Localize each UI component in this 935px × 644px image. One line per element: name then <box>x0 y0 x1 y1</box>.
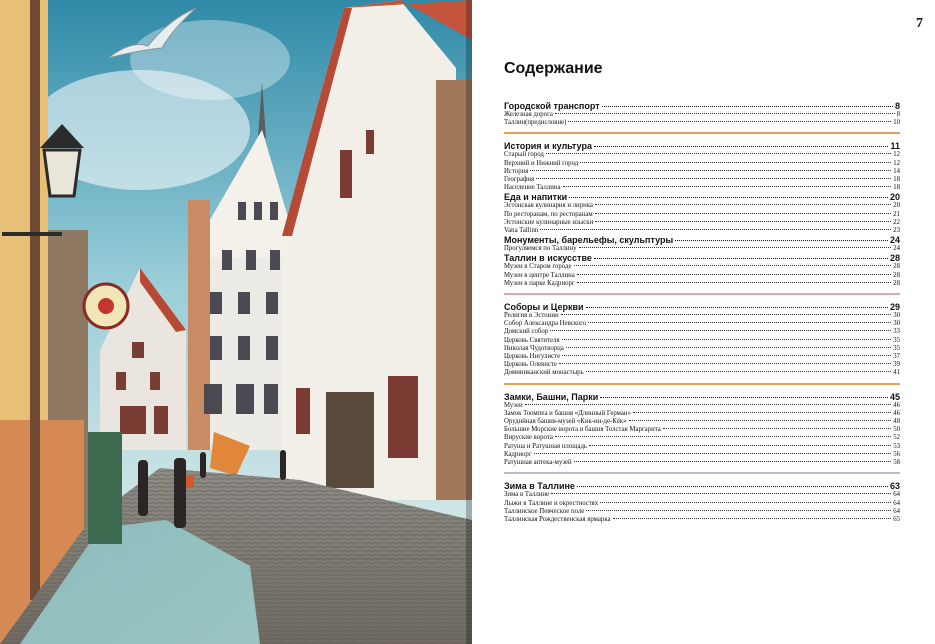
toc-heading[interactable] <box>504 253 900 263</box>
toc-entry-page: 33 <box>893 328 900 336</box>
toc-entry[interactable] <box>504 451 900 459</box>
dot-leader <box>595 221 891 222</box>
toc-entry[interactable] <box>504 345 900 353</box>
dot-leader <box>629 420 892 421</box>
toc-heading-title: История и культура <box>504 141 592 152</box>
toc-entry-title: По ресторанам, по ресторанам <box>504 210 593 218</box>
toc-entry-title: Вируские ворота <box>504 434 553 442</box>
toc-heading-title: Таллин в искусстве <box>504 253 592 264</box>
toc-entry-page: 8 <box>896 111 900 118</box>
toc-entry-page: 23 <box>893 227 900 235</box>
dot-leader <box>613 518 892 519</box>
toc-title: Содержание <box>504 60 603 77</box>
dot-leader <box>588 322 891 323</box>
toc-section <box>504 101 900 127</box>
toc-entry-title: Домский собор <box>504 328 549 336</box>
dot-leader <box>577 282 892 283</box>
dot-leader <box>561 314 892 315</box>
toc-heading-page: 20 <box>889 192 900 203</box>
dot-leader <box>594 146 889 147</box>
dot-leader <box>559 363 891 364</box>
toc-entry-page: 46 <box>893 401 900 409</box>
toc-entry-title: География <box>504 176 535 184</box>
dot-leader <box>577 274 891 275</box>
toc-entry-title: Церковь Нигулисте <box>504 353 561 361</box>
toc-heading[interactable] <box>504 392 900 402</box>
toc-entry-title: Лыжи в Таллине и окрестностях <box>504 499 599 507</box>
toc-entry-page: 30 <box>893 320 900 328</box>
dot-leader <box>633 412 891 413</box>
toc-entry-page: 18 <box>893 176 900 184</box>
toc-entry-page: 12 <box>893 159 900 167</box>
toc-entry-title: Железная дорога <box>504 111 553 118</box>
toc-entry[interactable] <box>504 176 900 184</box>
toc-entry[interactable] <box>504 111 900 119</box>
toc-entry-title: Прогуляемся по Таллину <box>504 245 577 253</box>
toc-heading[interactable] <box>504 192 900 202</box>
dot-leader <box>602 106 893 107</box>
toc-heading-title: Замки, Башни, Парки <box>504 391 599 402</box>
dot-leader <box>540 229 891 230</box>
toc-entry-page: 20 <box>893 202 900 210</box>
toc-section <box>504 141 900 288</box>
toc-heading[interactable] <box>504 302 900 312</box>
toc-entry-page: 28 <box>893 279 900 287</box>
section-separator <box>504 293 900 295</box>
toc-entry-page: 12 <box>893 151 900 159</box>
toc-entry-page: 35 <box>893 344 900 352</box>
toc-entry[interactable] <box>504 272 900 280</box>
section-separator <box>504 132 900 134</box>
dot-leader <box>568 121 891 122</box>
dot-leader <box>600 502 891 503</box>
toc-entry-page: 21 <box>893 210 900 218</box>
dot-leader <box>675 240 888 241</box>
toc-heading-page: 28 <box>889 253 900 264</box>
toc-entry-title: Доминиканский монастырь <box>504 369 584 377</box>
dot-leader <box>579 247 892 248</box>
toc-entry-page: 28 <box>893 271 900 279</box>
toc-entry-page: 39 <box>893 361 900 369</box>
toc-entry[interactable] <box>504 219 900 227</box>
toc-entry-page: 56 <box>893 450 900 458</box>
toc-entry-title: Верхний и Нижний город <box>504 159 579 167</box>
toc-entry[interactable] <box>504 280 900 288</box>
toc-entry-title: Ратуша и Ратушная площадь <box>504 442 588 450</box>
toc-entry-title: Большие Морские ворота и башня Толстая Маргарита <box>504 426 661 434</box>
dot-leader <box>530 170 891 171</box>
toc-entry-title: Собор Александра Невского <box>504 320 587 328</box>
toc-heading-page: 8 <box>894 101 900 111</box>
dot-leader <box>586 510 891 511</box>
toc-entry[interactable] <box>504 443 900 451</box>
toc-entry-title: Религия в Эстонии <box>504 312 559 320</box>
toc-entry[interactable] <box>504 500 900 508</box>
toc-entry-page: 35 <box>893 336 900 344</box>
toc-entry-title: Старый город <box>504 151 544 159</box>
toc-entry[interactable] <box>504 202 900 210</box>
page-number: 7 <box>916 16 923 31</box>
toc-entry[interactable] <box>504 369 900 377</box>
toc-entry-page: 24 <box>893 245 900 253</box>
toc-entry[interactable] <box>504 508 900 516</box>
toc-heading[interactable] <box>504 101 900 111</box>
toc-entry-title: Таллин(предисловие) <box>504 119 567 127</box>
dot-leader <box>594 258 888 259</box>
toc-entry-page: 22 <box>893 218 900 226</box>
dot-leader <box>536 178 891 179</box>
dot-leader <box>550 330 891 331</box>
toc-heading-page: 11 <box>890 141 900 152</box>
toc-heading-title: Соборы и Церкви <box>504 302 584 313</box>
toc-entry[interactable] <box>504 263 900 271</box>
toc-entry[interactable] <box>504 119 900 127</box>
dot-leader <box>574 461 892 462</box>
dot-leader <box>580 162 891 163</box>
toc-entry-title: Музеи в парке Кадриорг <box>504 279 575 287</box>
toc-entry[interactable] <box>504 516 900 524</box>
toc-entry[interactable] <box>504 402 900 410</box>
toc-entry-title: Ратушная аптека-музей <box>504 459 572 467</box>
toc-entry[interactable] <box>504 151 900 159</box>
toc-entry[interactable] <box>504 410 900 418</box>
toc-entry[interactable] <box>504 459 900 467</box>
dot-leader <box>546 153 891 154</box>
toc-entry-title: Орудийная башня-музей «Кик-ин-де-Кёк» <box>504 418 627 426</box>
toc-entry-page: 30 <box>893 312 900 320</box>
toc-entry[interactable] <box>504 361 900 369</box>
toc-entry[interactable] <box>504 426 900 434</box>
toc-entry-page: 41 <box>893 369 900 377</box>
contents-page <box>472 0 935 644</box>
toc-entry-page: 58 <box>893 459 900 467</box>
toc-entry-title: Эстонские кулинарные изыски <box>504 218 594 226</box>
toc-entry-title: Зима в Таллине <box>504 491 550 499</box>
toc-entry[interactable] <box>504 184 900 192</box>
dot-leader <box>563 186 892 187</box>
toc-heading-title: Монументы, барельефы, скульптуры <box>504 235 674 246</box>
toc-entry[interactable] <box>504 320 900 328</box>
toc-entry-page: 37 <box>893 353 900 361</box>
toc-entry-title: Музеи <box>504 401 523 409</box>
section-separator <box>504 383 900 385</box>
toc-entry[interactable] <box>504 211 900 219</box>
toc-entry-title: Музеи в центре Таллина <box>504 271 575 279</box>
toc-entry[interactable] <box>504 418 900 426</box>
toc-heading-title: Городской транспорт <box>504 101 600 111</box>
toc-entry[interactable] <box>504 168 900 176</box>
dot-leader <box>663 428 891 429</box>
toc-entry[interactable] <box>504 337 900 345</box>
toc-entry-page: 28 <box>893 263 900 271</box>
toc-entry[interactable] <box>504 160 900 168</box>
toc-heading-page: 29 <box>889 302 900 313</box>
dot-leader <box>586 371 892 372</box>
toc-entry-title: Замок Тоомпеа и башня «Длинный Герман» <box>504 409 631 417</box>
toc-entry-page: 48 <box>893 418 900 426</box>
toc-entry-page: 65 <box>893 515 900 523</box>
toc-entry[interactable] <box>504 434 900 442</box>
toc-section <box>504 302 900 378</box>
dot-leader <box>586 307 888 308</box>
dot-leader <box>589 445 891 446</box>
toc-entry-title: Церковь Олевисте <box>504 361 557 369</box>
dot-leader <box>569 197 888 198</box>
dot-leader <box>595 213 892 214</box>
dot-leader <box>562 355 891 356</box>
dot-leader <box>534 453 892 454</box>
toc-entry-title: Кадриорг <box>504 450 532 458</box>
dot-leader <box>555 436 891 437</box>
toc-heading-title: Зима в Таллине <box>504 481 575 492</box>
toc-section <box>504 481 900 524</box>
toc-section <box>504 392 900 468</box>
toc-entry-page: 64 <box>893 507 900 515</box>
dot-leader <box>600 397 888 398</box>
toc-heading-page: 63 <box>889 481 900 492</box>
toc-entry[interactable] <box>504 328 900 336</box>
toc-entry-title: Vana Tallinn <box>504 227 539 235</box>
dot-leader <box>574 265 892 266</box>
toc-entry-title: Церковь Святителя <box>504 336 560 344</box>
toc-entry[interactable] <box>504 353 900 361</box>
dot-leader <box>551 493 891 494</box>
dot-leader <box>566 347 891 348</box>
toc-entry-title: Таллинская Рождественская ярмарка <box>504 515 611 523</box>
toc-entry-page: 53 <box>893 442 900 450</box>
dot-leader <box>577 486 888 487</box>
toc-entry-title: История <box>504 167 529 175</box>
dot-leader <box>555 113 895 114</box>
toc-heading-page: 45 <box>889 391 900 402</box>
toc-entry[interactable] <box>504 491 900 499</box>
toc-entry-title: Эстонская кулинария и лирика <box>504 202 593 210</box>
toc-heading-title: Еда и напитки <box>504 192 568 203</box>
toc-entry-page: 46 <box>893 409 900 417</box>
toc-entry[interactable] <box>504 245 900 253</box>
dot-leader <box>525 404 892 405</box>
toc-entry-page: 50 <box>893 426 900 434</box>
toc-entry-page: 64 <box>893 499 900 507</box>
toc-heading[interactable] <box>504 141 900 151</box>
section-separator <box>504 472 900 474</box>
table-of-contents <box>504 101 900 524</box>
toc-entry-title: Музеи в Старом городе <box>504 263 572 271</box>
dot-leader <box>595 204 891 205</box>
toc-entry-page: 10 <box>893 119 900 127</box>
toc-entry[interactable] <box>504 227 900 235</box>
toc-entry-title: Таллинское Певческое поле <box>504 507 585 515</box>
toc-entry-title: Население Таллина <box>504 184 561 192</box>
toc-heading[interactable] <box>504 235 900 245</box>
toc-entry-page: 18 <box>893 184 900 192</box>
toc-entry-title: Николая Чудотворца <box>504 344 564 352</box>
toc-entry-page: 52 <box>893 434 900 442</box>
toc-heading-page: 24 <box>889 235 900 246</box>
toc-entry[interactable] <box>504 312 900 320</box>
toc-entry-page: 14 <box>893 167 900 175</box>
dot-leader <box>562 339 892 340</box>
toc-entry-page: 64 <box>893 491 900 499</box>
toc-heading[interactable] <box>504 481 900 491</box>
